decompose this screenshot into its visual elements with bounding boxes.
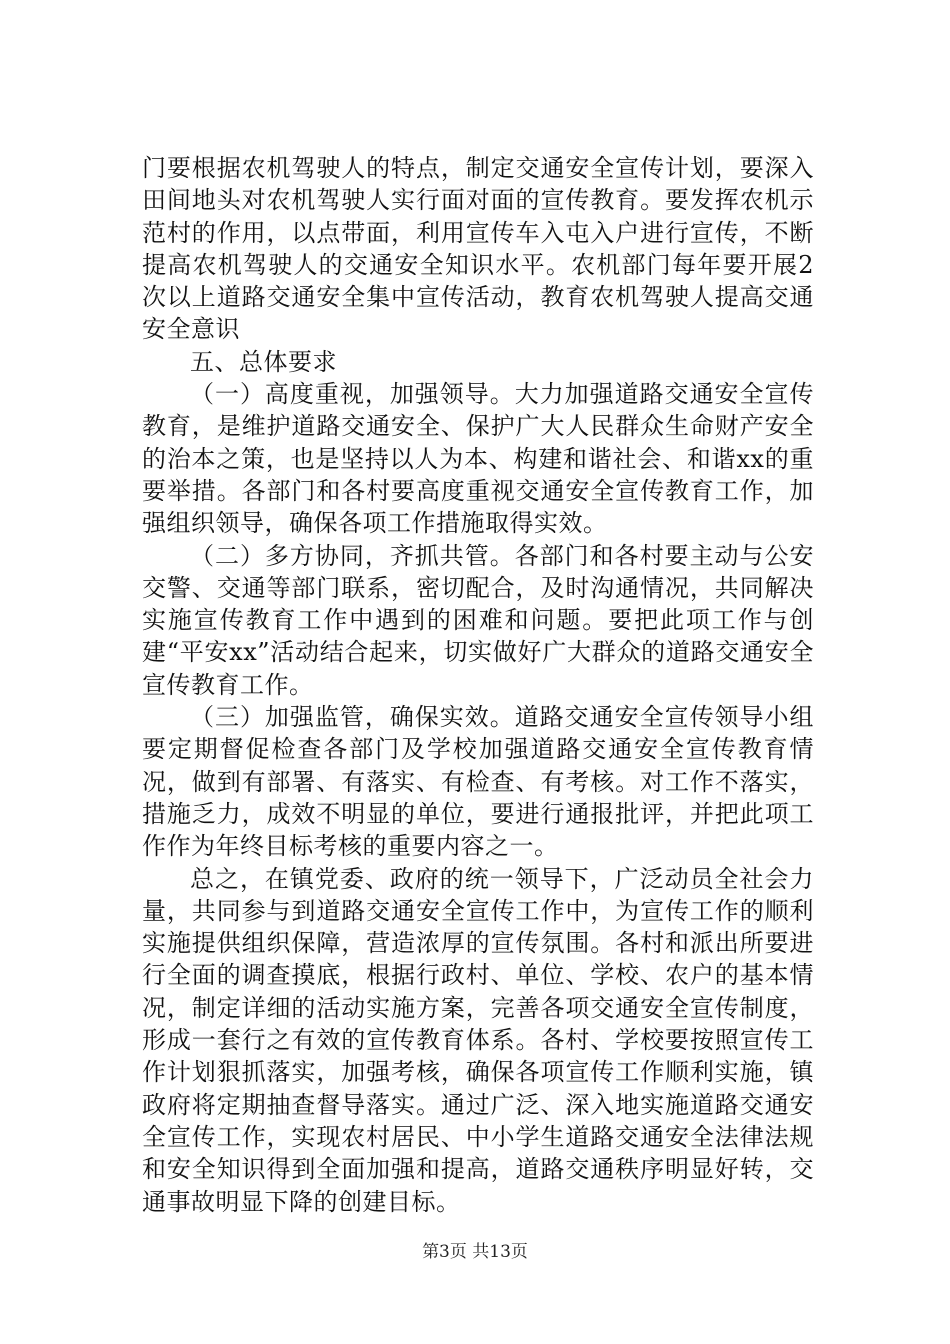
paragraph-requirement-1: （一）高度重视，加强领导。大力加强道路交通安全宣传教育，是维护道路交通安全、保护广大人民群众生命财产安全的治本之策，也是坚持以人为本、构建和谐社会、和谐xx的重要举措。各部门和各村要高度重视交通安全宣传教育工作，加强组织领导，确保各项工作措施取得实效。 xyxy=(142,380,814,538)
page-number: 第3页 共13页 xyxy=(422,1242,528,1262)
document-body xyxy=(142,152,814,1218)
paragraph-summary: 总之，在镇党委、政府的统一领导下，广泛动员全社会力量，共同参与到道路交通安全宣传工作中，为宣传工作的顺利实施提供组织保障，营造浓厚的宣传氛围。各村和派出所要进行全面的调查摸底，根据行政村、单位、学校、农户的基本情况，制定详细的活动实施方案，完善各项交通安全宣传制度，形成一套行之有效的宣传教育体系。各村、学校要按照宣传工作计划狠抓落实，加强考核，确保各项宣传工作顺利实施，镇政府将定期抽查督导落实。通过广泛、深入地实施道路交通安全宣传工作，实现农村居民、中小学生道路交通安全法律法规和安全知识得到全面加强和提高，道路交通秩序明显好转，交通事故明显下降的创建目标。 xyxy=(142,864,814,1216)
paragraph-continuation: 门要根据农机驾驶人的特点，制定交通安全宣传计划，要深入田间地头对农机驾驶人实行面对面的宣传教育。要发挥农机示范村的作用，以点带面，利用宣传车入屯入户进行宣传，不断提高农机驾驶人的交通安全知识水平。农机部门每年要开展2次以上道路交通安全集中宣传活动，教育农机驾驶人提高交通安全意识 xyxy=(142,154,814,344)
paragraph-requirement-3: （三）加强监管，确保实效。道路交通安全宣传领导小组要定期督促检查各部门及学校加强道路交通安全宣传教育情况，做到有部署、有落实、有检查、有考核。对工作不落实，措施乏力，成效不明显的单位，要进行通报批评，并把此项工作作为年终目标考核的重要内容之一。 xyxy=(142,703,814,861)
section-heading: 五、总体要求 xyxy=(190,347,337,376)
page-footer xyxy=(0,1241,950,1263)
paragraph-requirement-2: （二）多方协同，齐抓共管。各部门和各村要主动与公安交警、交通等部门联系，密切配合，及时沟通情况，共同解决实施宣传教育工作中遇到的困难和问题。要把此项工作与创建“平安xx”活动结合起来，切实做好广大群众的道路交通安全宣传教育工作。 xyxy=(142,541,814,699)
